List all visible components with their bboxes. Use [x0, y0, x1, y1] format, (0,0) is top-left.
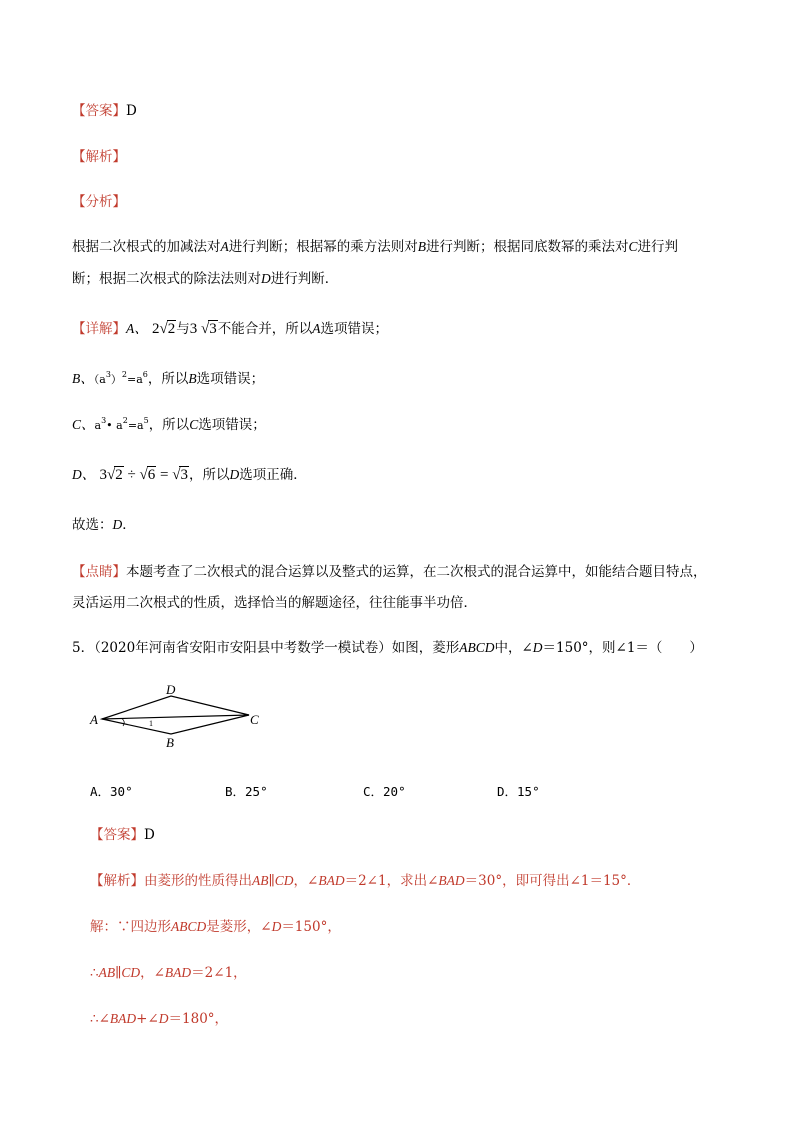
detail-b-line	[72, 369, 264, 390]
exp: 3	[105, 370, 111, 379]
radicand: 2	[115, 467, 123, 483]
text: 断；根据二次根式的除法法则对	[72, 271, 261, 287]
fenxi-line-1	[72, 237, 678, 257]
detail-a-line	[72, 319, 388, 339]
comment-line-1	[72, 562, 707, 582]
math-expr: 2√2	[152, 321, 176, 337]
exp: 2	[122, 416, 128, 425]
option-d: D．15°	[497, 784, 540, 799]
t: =a	[127, 419, 144, 432]
answer-tag: 【答案】	[72, 103, 126, 119]
text: 本题考查了二次根式的混合运算以及整式的运算，在二次根式的混合运算中，如能结合题目特点，	[126, 564, 707, 580]
analysis-tag: 【解析】	[72, 149, 126, 165]
analysis-tag: 【解析】	[90, 873, 144, 889]
vertex-d: D	[166, 682, 176, 697]
exp: 3	[101, 416, 107, 425]
text: 是菱形，∠	[206, 919, 272, 935]
op: ∥	[115, 965, 122, 981]
var: C	[628, 239, 638, 254]
text: ＝180°，	[168, 1011, 229, 1027]
question-5	[72, 638, 703, 658]
text: ，所以	[148, 417, 190, 433]
math-expr	[93, 370, 148, 386]
text: ，所以	[147, 371, 189, 387]
coef: 3	[189, 321, 198, 337]
exp: 2	[121, 370, 127, 379]
option-label: D、	[72, 467, 96, 482]
vertex-b: B	[166, 735, 174, 750]
text: 进行判断；根据幂的乘方法则对	[228, 239, 418, 255]
detail-tag: 【详解】	[72, 321, 126, 337]
var: ABCD	[171, 919, 207, 934]
text: ＝2∠1，	[191, 965, 247, 981]
text: 如图，菱形	[391, 640, 460, 656]
solution-line-3	[90, 1009, 228, 1029]
var: B	[188, 371, 197, 386]
text: 选项错误；	[198, 417, 266, 433]
var: A	[312, 321, 321, 336]
text: ，∠	[293, 873, 319, 889]
text: 进行判断；根据同底数幂的乘法对	[426, 239, 629, 255]
var: D	[532, 640, 543, 655]
answer-value: D	[144, 827, 155, 843]
option-c: C．20°	[363, 784, 406, 799]
detail-d-line	[72, 465, 307, 485]
vertex-c: C	[250, 712, 259, 727]
diagonal-ac	[102, 715, 249, 719]
radicand: 3	[180, 467, 188, 483]
var: BAD	[109, 1011, 137, 1026]
solution-line-2	[90, 963, 247, 983]
t: a	[94, 419, 102, 432]
text: 选项正确．	[239, 467, 307, 483]
vertex-a: A	[90, 712, 98, 727]
answer-tag: 【答案】	[90, 827, 144, 843]
option-a: A．30°	[90, 784, 133, 799]
solution-line-1	[90, 917, 341, 937]
math-expr: 3√2 ÷ √6 = √3	[99, 467, 188, 483]
answer-5-line	[90, 825, 155, 845]
radicand: 3	[209, 321, 217, 337]
var: CD	[274, 873, 294, 888]
text: ．	[122, 517, 136, 533]
var: C	[189, 417, 199, 432]
analysis-5-line	[90, 871, 640, 891]
text: 不能合并，所以	[217, 321, 313, 337]
op: +∠	[136, 1011, 159, 1027]
t: =a	[127, 373, 143, 386]
option-b: B．25°	[225, 784, 268, 799]
angle-1-label: 1	[149, 719, 153, 728]
text: ＝150°，	[281, 919, 341, 935]
var: D	[229, 467, 240, 482]
comment-tag: 【点睛】	[72, 564, 126, 580]
text: 选项错误；	[196, 371, 265, 387]
var: BAD	[318, 873, 345, 888]
text: 根据二次根式的加减法对	[72, 239, 221, 255]
var: D	[158, 1011, 169, 1026]
var: BAD	[438, 873, 465, 888]
prev-answer-line	[72, 101, 137, 121]
text: 选项错误；	[320, 321, 389, 337]
text: ，所以	[188, 467, 230, 483]
text: ，∠	[140, 965, 165, 981]
text: 解：∵四边形	[90, 919, 171, 935]
coef: 2	[152, 321, 160, 337]
text: ＝150°，则∠1＝（ ）	[542, 640, 703, 656]
q-number: 5．	[72, 640, 95, 656]
t: （a	[93, 373, 106, 386]
var: D	[271, 919, 282, 934]
text: 中，∠	[494, 640, 533, 656]
var: AB	[252, 873, 269, 888]
option-label: C、	[72, 417, 95, 432]
op: ÷	[127, 467, 136, 483]
op: =	[160, 467, 169, 483]
choose-line	[72, 515, 136, 535]
rhombus-figure	[86, 680, 276, 752]
q-source: （2020年河南省安阳市安阳县中考数学一模试卷）	[94, 640, 392, 656]
angle-arc	[122, 719, 124, 727]
math-expr	[94, 416, 149, 432]
text: 进行判断．	[270, 271, 339, 287]
text: ＝30°，即可得出∠1＝15°．	[464, 873, 641, 889]
var: A	[220, 239, 229, 254]
fenxi-tag: 【分析】	[72, 194, 126, 210]
option-label: B、	[72, 371, 94, 386]
option-label: A、	[126, 321, 148, 336]
text: 进行判	[637, 239, 679, 255]
detail-c-line	[72, 415, 266, 436]
text: ∴∠	[90, 1011, 110, 1027]
var: CD	[121, 965, 141, 980]
t: • a	[106, 419, 123, 432]
t: ）	[110, 373, 122, 386]
math-expr: 3 √3	[189, 321, 217, 337]
exp: 5	[143, 416, 149, 425]
text: 故选：	[72, 517, 113, 533]
var: D	[112, 517, 123, 532]
text: ＝2∠1，求出∠	[344, 873, 439, 889]
text: 与	[176, 321, 190, 337]
text: 由菱形的性质得出	[144, 873, 252, 889]
coef: 3	[99, 467, 108, 483]
comment-line-2: 灵活运用二次根式的性质，选择恰当的解题途径，往往能事半功倍．	[72, 595, 477, 611]
var: D	[261, 271, 271, 286]
op: ∥	[268, 873, 275, 889]
radicand: 6	[147, 467, 156, 483]
var: B	[417, 239, 426, 254]
exp: 6	[142, 370, 148, 379]
fenxi-line-2	[72, 269, 338, 289]
var: AB	[98, 965, 116, 980]
text: ∴	[90, 965, 99, 981]
var: BAD	[164, 965, 192, 980]
answer-value: D	[126, 103, 137, 119]
var: ABCD	[459, 640, 495, 655]
radicand: 2	[167, 321, 176, 337]
